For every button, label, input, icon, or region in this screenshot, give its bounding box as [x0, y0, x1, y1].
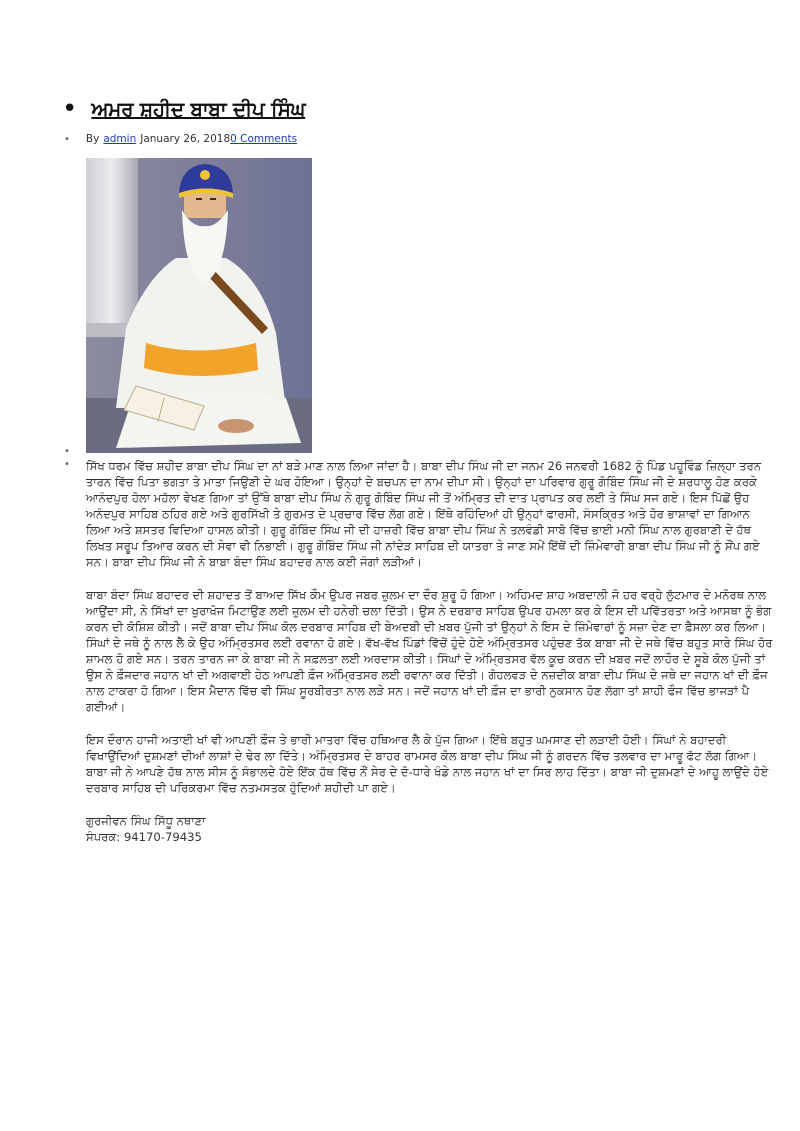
article-body	[86, 458, 776, 845]
list-bullet: •	[62, 94, 78, 124]
list-bullet: •	[64, 459, 70, 470]
list-bullet: •	[64, 133, 70, 145]
post-title-link[interactable]: ਅਮਰ ਸ਼ਹੀਦ ਬਾਬਾ ਦੀਪ ਸਿੰਘ	[91, 97, 306, 121]
meta-by-label: By	[85, 133, 100, 145]
author-contact: ਸੰਪਰਕ: 94170-79435	[86, 830, 202, 844]
post-date: January 26, 2018	[140, 133, 231, 145]
author-link[interactable]: admin	[103, 133, 137, 145]
paragraph-1: ਸਿੱਖ ਧਰਮ ਵਿੱਚ ਸ਼ਹੀਦ ਬਾਬਾ ਦੀਪ ਸਿੰਘ ਦਾ ਨਾਂ ਬੜੇ ਮਾਣ ਨਾਲ ਲਿਆ ਜਾਂਦਾ ਹੈ। ਬਾਬਾ ਦੀਪ ਸਿੰਘ ਜੀ ਦਾ ਜਨਮ 26 ਜਨਵਰੀ 1682 ਨੂੰ ਪਿੰਡ ਪਹੂਵਿੰਡ ਜ਼ਿਲ੍ਹਾ ਤਰਨ ਤਾਰਨ ਵਿੱਚ ਪਿਤਾ ਭਗਤਾ ਤੇ ਮਾਤਾ ਜਿਉਣੀ ਦੇ ਘਰ ਹੋਇਆ। ਉਨ੍ਹਾਂ ਦੇ ਬਚਪਨ ਦਾ ਨਾਮ ਦੀਪਾ ਸੀ। ਉਨ੍ਹਾਂ ਦਾ ਪਰਿਵਾਰ ਗੁਰੂ ਗੋਬਿੰਦ ਸਿੰਘ ਜੀ ਦੇ ਸ਼ਰਧਾਲੂ ਹੋਣ ਕਰਕੇ ਆਨੰਦਪੁਰ ਹੋਲਾ ਮਹੱਲਾ ਵੇਖਣ ਗਿਆ ਤਾਂ ਉੱਥੇ ਬਾਬਾ ਦੀਪ ਸਿੰਘ ਨੇ ਗੁਰੂ ਗੋਬਿੰਦ ਸਿੰਘ ਜੀ ਤੋਂ ਅੰਮ੍ਰਿਤ ਦੀ ਦਾਤ ਪ੍ਰਾਪਤ ਕਰ ਲਈ ਤੇ ਸਿੰਘ ਸਜ ਗਏ। ਇਸ ਪਿੱਛੋਂ ਉਹ ਅਨੰਦਪੁਰ ਸਾਹਿਬ ਠਹਿਰ ਗਏ ਅਤੇ ਗੁਰਸਿੱਖੀ ਤੇ ਗੁਰਮਤ ਦੇ ਪ੍ਰਚਾਰ ਵਿੱਚ ਲੱਗ ਗਏ। ਇੱਥੇ ਰਹਿੰਦਿਆਂ ਹੀ ਉਨ੍ਹਾਂ ਫਾਰਸੀ, ਸੰਸਕ੍ਰਿਤ ਅਤੇ ਹੋਰ ਭਾਸ਼ਾਵਾਂ ਦਾ ਗਿਆਨ ਲਿਆ ਅਤੇ ਸ਼ਸਤਰ ਵਿਦਿਆ ਹਾਸਲ ਕੀਤੀ। ਗੁਰੂ ਗੋਬਿੰਦ ਸਿੰਘ ਜੀ ਦੀ ਹਾਜ਼ਰੀ ਵਿੱਚ ਬਾਬਾ ਦੀਪ ਸਿੰਘ ਨੇ ਤਲਵੰਡੀ ਸਾਬੋ ਵਿੱਚ ਭਾਈ ਮਨੀ ਸਿੰਘ ਨਾਲ ਗੁਰਬਾਣੀ ਦੇ ਹੱਥ ਲਿਖਤ ਸਰੂਪ ਤਿਆਰ ਕਰਨ ਦੀ ਸੇਵਾ ਵੀ ਨਿਭਾਈ। ਗੁਰੂ ਗੋਬਿੰਦ ਸਿੰਘ ਜੀ ਨਾਂਦੇੜ ਸਾਹਿਬ ਦੀ ਯਾਤਰਾ ਤੇ ਜਾਣ ਸਮੇਂ ਇੱਥੋਂ ਦੀ ਜ਼ਿੰਮੇਵਾਰੀ ਬਾਬਾ ਦੀਪ ਸਿੰਘ ਜੀ ਨੂੰ ਸੌਂਪ ਗਏ ਸਨ। ਬਾਬਾ ਦੀਪ ਸਿੰਘ ਜੀ ਨੇ ਬਾਬਾ ਬੰਦਾ ਸਿੰਘ ਬਹਾਦਰ ਨਾਲ ਕਈ ਜੰਗਾਂ ਲੜੀਆਂ।	[86, 459, 762, 569]
portrait-painting	[86, 158, 312, 453]
author-signature: ਗੁਰਜੀਵਨ ਸਿੰਘ ਸਿੱਧੂ ਨਥਾਣਾ	[86, 814, 206, 828]
post-title-row	[62, 96, 305, 122]
list-bullet: •	[64, 446, 70, 457]
comments-link[interactable]: 0 Comments	[230, 133, 298, 145]
post-meta	[64, 133, 297, 145]
paragraph-3: ਇਸ ਦੌਰਾਨ ਹਾਜੀ ਅਤਾਈ ਖਾਂ ਵੀ ਆਪਣੀ ਫ਼ੌਜ ਤੇ ਭਾਰੀ ਮਾਤਰਾ ਵਿੱਚ ਹਥਿਆਰ ਲੈ ਕੇ ਪੁੱਜ ਗਿਆ। ਇੱਥੇ ਬਹੁਤ ਘਮਸਾਣ ਦੀ ਲੜਾਈ ਹੋਈ। ਸਿੰਘਾਂ ਨੇ ਬਹਾਦਰੀ ਵਿਖਾਉਂਦਿਆਂ ਦੁਸ਼ਮਣਾਂ ਦੀਆਂ ਲਾਸ਼ਾਂ ਦੇ ਢੇਰ ਲਾ ਦਿੱਤੇ। ਅੰਮ੍ਰਿਤਸਰ ਦੇ ਬਾਹਰ ਰਾਮਸਰ ਕੋਲ ਬਾਬਾ ਦੀਪ ਸਿੰਘ ਜੀ ਨੂੰ ਗਰਦਨ ਵਿੱਚ ਤਲਵਾਰ ਦਾ ਮਾਰੂ ਫੱਟ ਲੱਗ ਗਿਆ। ਬਾਬਾ ਜੀ ਨੇ ਆਪਣੇ ਹੱਥ ਨਾਲ ਸੀਸ ਨੂੰ ਸੰਭਾਲਦੇ ਹੋਏ ਇੱਕ ਹੱਥ ਵਿੱਚ ਨੌਂ ਸੇਰ ਦੇ ਦੋ-ਧਾਰੇ ਖੰਡੇ ਨਾਲ ਜਹਾਨ ਖਾਂ ਦਾ ਸਿਰ ਲਾਹ ਦਿੱਤਾ। ਬਾਬਾ ਜੀ ਦੁਸ਼ਮਣਾਂ ਦੇ ਆਹੂ ਲਾਉਂਦੇ ਹੋਏ ਦਰਬਾਰ ਸਾਹਿਬ ਦੀ ਪਰਿਕਰਮਾ ਵਿੱਚ ਨਤਮਸਤਕ ਹੁੰਦਿਆਂ ਸ਼ਹੀਦੀ ਪਾ ਗਏ।	[86, 733, 769, 795]
paragraph-2: ਬਾਬਾ ਬੰਦਾ ਸਿੰਘ ਬਹਾਦਰ ਦੀ ਸ਼ਹਾਦਤ ਤੋਂ ਬਾਅਦ ਸਿੱਖ ਕੌਮ ਉਪਰ ਜਬਰ ਜ਼ੁਲਮ ਦਾ ਦੌਰ ਸ਼ੁਰੂ ਹੋ ਗਿਆ। ਅਹਿਮਦ ਸ਼ਾਹ ਅਬਦਾਲੀ ਜੋ ਹਰ ਵਰ੍ਹੇ ਲੁੱਟਮਾਰ ਦੇ ਮਨੋਰਥ ਨਾਲ ਆਉਂਦਾ ਸੀ, ਨੇ ਸਿੱਖਾਂ ਦਾ ਖੁਰਾਖੋਜ ਮਿਟਾਉਣ ਲਈ ਜ਼ੁਲਮ ਦੀ ਹਨੇਰੀ ਚਲਾ ਦਿੱਤੀ। ਉਸ ਨੇ ਦਰਬਾਰ ਸਾਹਿਬ ਉਪਰ ਹਮਲਾ ਕਰ ਕੇ ਇਸ ਦੀ ਪਵਿੱਤਰਤਾ ਅਤੇ ਆਸਥਾ ਨੂੰ ਭੰਗ ਕਰਨ ਦੀ ਕੋਸ਼ਿਸ਼ ਕੀਤੀ। ਜਦੋਂ ਬਾਬਾ ਦੀਪ ਸਿੰਘ ਕੋਲ ਦਰਬਾਰ ਸਾਹਿਬ ਦੀ ਬੇਅਦਬੀ ਦੀ ਖ਼ਬਰ ਪੁੱਜੀ ਤਾਂ ਉਨ੍ਹਾਂ ਨੇ ਇਸ ਦੇ ਜ਼ਿੰਮੇਵਾਰਾਂ ਨੂੰ ਸਜ਼ਾ ਦੇਣ ਦਾ ਫ਼ੈਸਲਾ ਕਰ ਲਿਆ। ਸਿੰਘਾਂ ਦੇ ਜਥੇ ਨੂੰ ਨਾਲ ਲੈ ਕੇ ਉਹ ਅੰਮ੍ਰਿਤਸਰ ਲਈ ਰਵਾਨਾ ਹੋ ਗਏ। ਵੱਖ-ਵੱਖ ਪਿੰਡਾਂ ਵਿੱਚੋਂ ਹੁੰਦੇ ਹੋਏ ਅੰਮ੍ਰਿਤਸਰ ਪਹੁੰਚਣ ਤੱਕ ਬਾਬਾ ਜੀ ਦੇ ਜਥੇ ਵਿੱਚ ਬਹੁਤ ਸਾਰੇ ਸਿੰਘ ਹੋਰ ਸ਼ਾਮਲ ਹੋ ਗਏ ਸਨ। ਤਰਨ ਤਾਰਨ ਜਾ ਕੇ ਬਾਬਾ ਜੀ ਨੇ ਸਫ਼ਲਤਾ ਲਈ ਅਰਦਾਸ ਕੀਤੀ। ਸਿੰਘਾਂ ਦੇ ਅੰਮ੍ਰਿਤਸਰ ਵੱਲ ਕੂਚ ਕਰਨ ਦੀ ਖ਼ਬਰ ਜਦੋਂ ਲਾਹੌਰ ਦੇ ਸੂਬੇ ਕੋਲ ਪੁੱਜੀ ਤਾਂ ਉਸ ਨੇ ਫ਼ੌਜਦਾਰ ਜਹਾਨ ਖਾਂ ਦੀ ਅਗਵਾਈ ਹੇਠ ਆਪਣੀ ਫ਼ੌਜ ਅੰਮ੍ਰਿਤਸਰ ਲਈ ਰਵਾਨਾ ਕਰ ਦਿੱਤੀ। ਗੋਹਲਵੜ ਦੇ ਨਜ਼ਦੀਕ ਬਾਬਾ ਦੀਪ ਸਿੰਘ ਦੇ ਜਥੇ ਦਾ ਜਹਾਨ ਖਾਂ ਦੀ ਫ਼ੌਜ ਨਾਲ ਟਾਕਰਾ ਹੋ ਗਿਆ। ਇਸ ਮੈਦਾਨ ਵਿੱਚ ਵੀ ਸਿੰਘ ਸੂਰਬੀਰਤਾ ਨਾਲ ਲੜੇ ਸਨ। ਜਦੋਂ ਜਹਾਨ ਖਾਂ ਦੀ ਫ਼ੌਜ ਦਾ ਭਾਰੀ ਨੁਕਸਾਨ ਹੋਣ ਲੱਗਾ ਤਾਂ ਸ਼ਾਹੀ ਫੌਜ ਵਿੱਚ ਭਾਜੜਾਂ ਪੈ ਗਈਆਂ।	[86, 588, 773, 714]
